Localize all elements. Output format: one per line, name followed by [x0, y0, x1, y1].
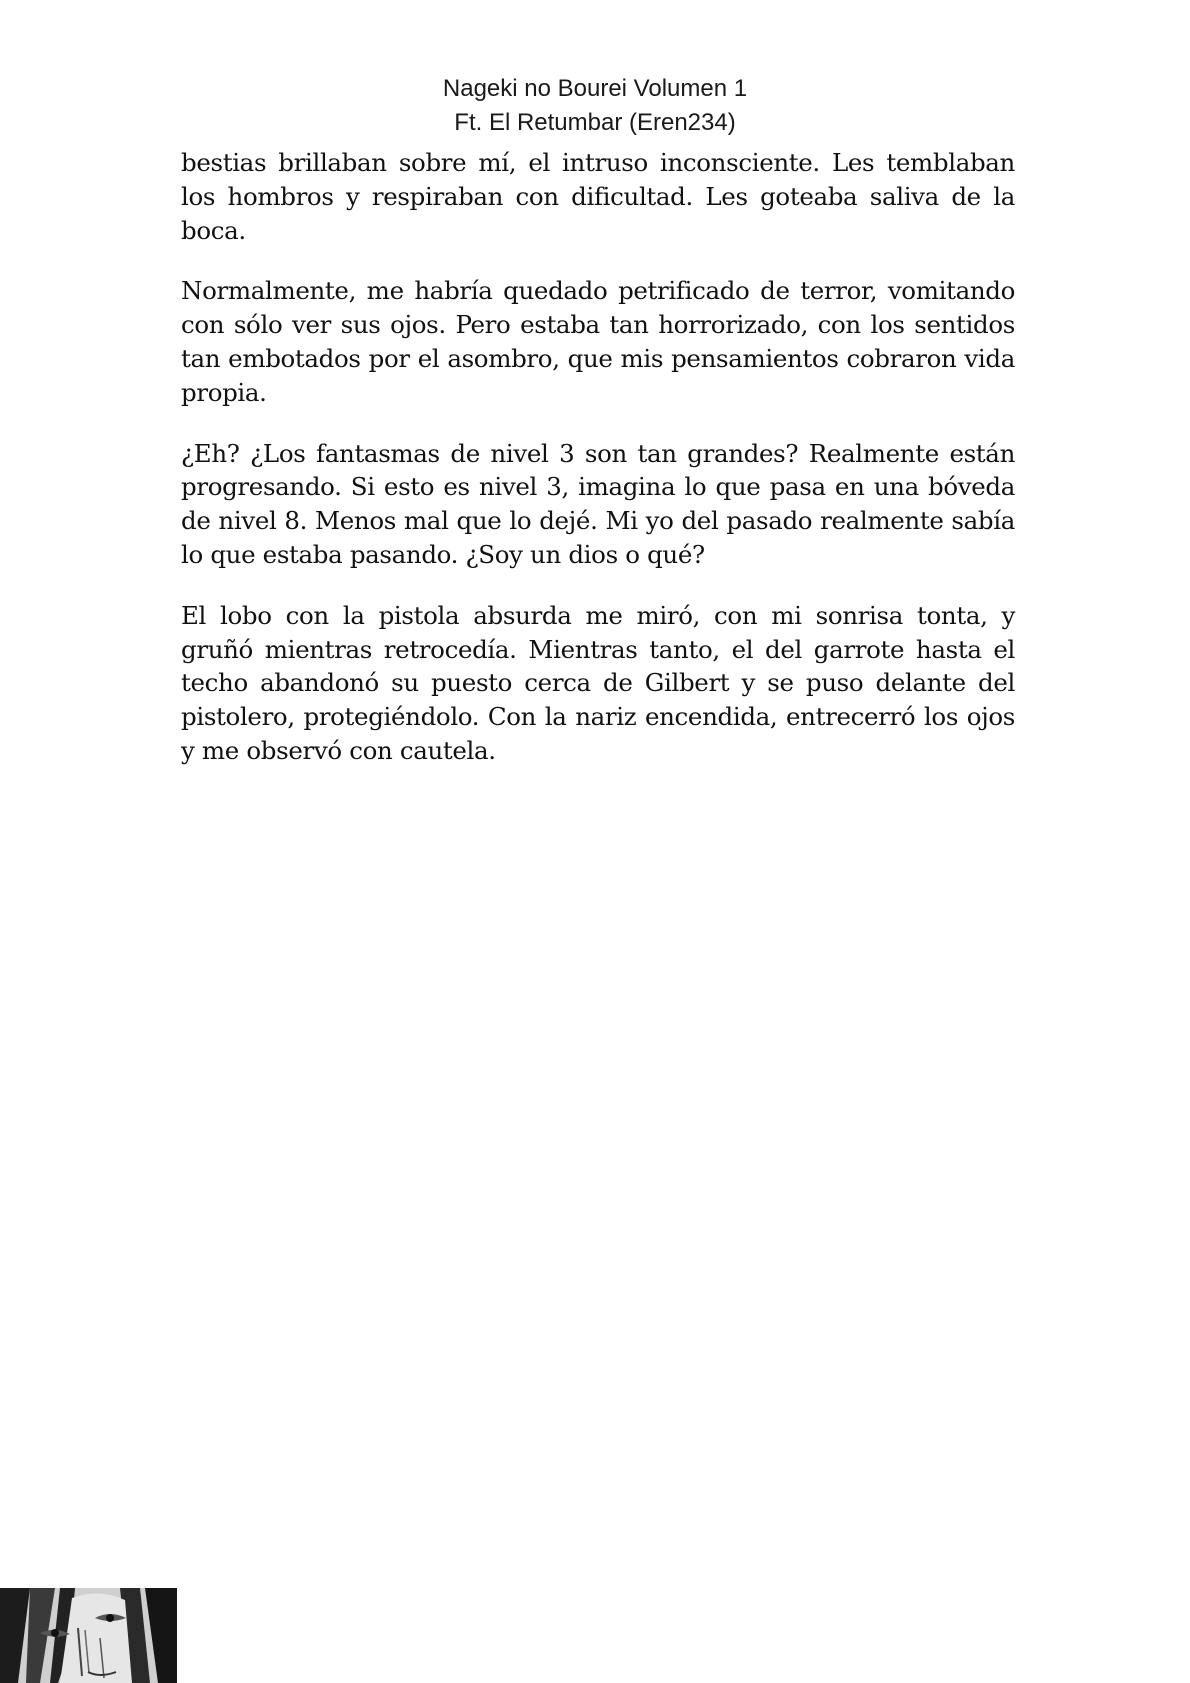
chapter-body — [181, 146, 1015, 795]
paragraph-4: El lobo con la pistola absurda me miró, con mi sonrisa tonta, y gruñó mientras retrocedía. Mientras tanto, el del garrote hasta el techo abandonó su puesto cerca de Gilbert y se puso delante del pistolero, protegiéndolo. Con la nariz encendida, entrecerró los ojos y me observó con cautela. — [181, 600, 1015, 765]
manga-face-illustration-icon — [0, 1588, 177, 1683]
header-credit: Ft. El Retumbar (Eren234) — [454, 109, 736, 136]
header-title: Nageki no Bourei Volumen 1 — [442, 75, 748, 102]
page-header — [0, 72, 1190, 140]
paragraph-3: ¿Eh? ¿Los fantasmas de nivel 3 son tan grandes? Realmente están progresando. Si esto es nivel 3, imagina lo que pasa en una bóveda de nivel 8. Menos mal que lo dejé. Mi yo del pasado realmente sabía lo que estaba pasando. ¿Soy un dios o qué? — [181, 438, 1015, 569]
paragraph-1: bestias brillaban sobre mí, el intruso inconsciente. Les temblaban los hombros y respiraban con dificultad. Les goteaba saliva de la boca. — [181, 148, 1015, 245]
paragraph-2: Normalmente, me habría quedado petrificado de terror, vomitando con sólo ver sus ojos. Pero estaba tan horrorizado, con los sentidos tan embotados por el asombro, que mis pensamientos cobraron vida propia. — [181, 276, 1015, 407]
